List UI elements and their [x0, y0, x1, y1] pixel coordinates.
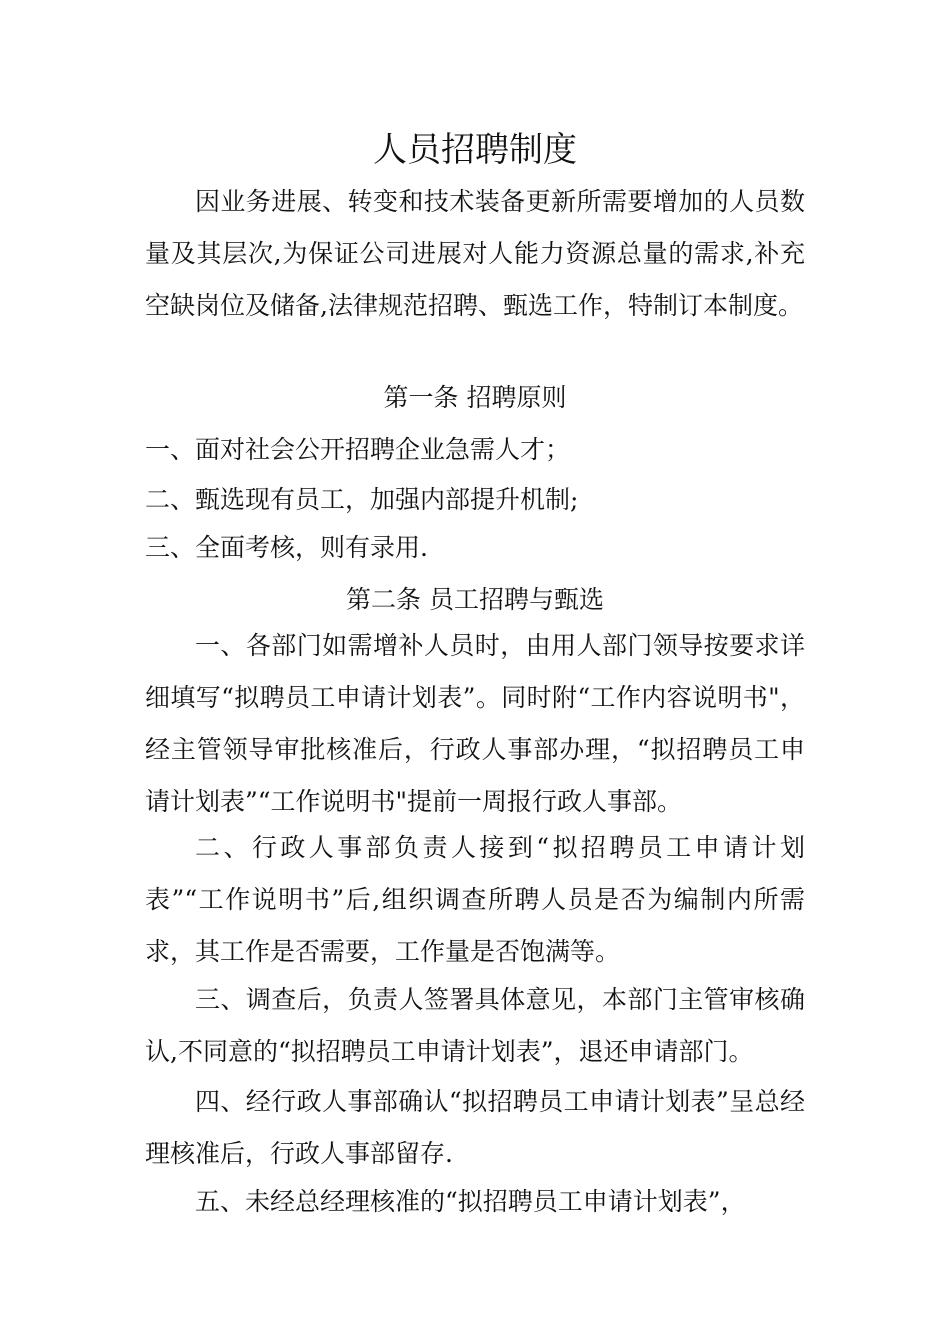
intro-paragraph: 因业务进展、转变和技术装备更新所需要增加的人员数量及其层次,为保证公司进展对人能力资源总量的需求,补充空缺岗位及储备,法律规范招聘、甄选工作，特制订本制度。	[145, 187, 805, 320]
article-2-paragraph-3: 三、调查后，负责人签署具体意见，本部门主管审核确认,不同意的“拟招聘员工申请计划表”，退还申请部门。	[145, 985, 805, 1066]
article-2-paragraph-2: 二、行政人事部负责人接到“拟招聘员工申请计划表”“工作说明书”后,组织调查所聘人员是否为编制内所需求，其工作是否需要，工作量是否饱满等。	[145, 833, 805, 966]
article-1-item-1: 一、面对社会公开招聘企业急需人才；	[145, 435, 571, 464]
article-2-paragraph-5: 五、未经总经理核准的“拟招聘员工申请计划表”，	[195, 1187, 746, 1216]
article-1-heading: 第一条 招聘原则	[383, 383, 567, 412]
article-2-paragraph-4: 四、经行政人事部确认“拟招聘员工申请计划表”呈总经理核准后，行政人事部留存.	[145, 1087, 805, 1168]
article-2-heading: 第二条 员工招聘与甄选	[346, 585, 604, 614]
article-2-paragraph-1: 一、各部门如需增补人员时，由用人部门领导按要求详细填写“拟聘员工申请计划表”。同时附“工作内容说明书"，经主管领导审批核准后，行政人事部办理，“拟招聘员工申请计划表”“工作说明书"提前一周报行政人事部。	[145, 631, 805, 816]
document-title: 人员招聘制度	[373, 130, 577, 170]
article-1-item-3: 三、全面考核，则有录用.	[145, 533, 428, 562]
article-1-item-2: 二、甄选现有员工，加强内部提升机制;	[145, 485, 579, 514]
